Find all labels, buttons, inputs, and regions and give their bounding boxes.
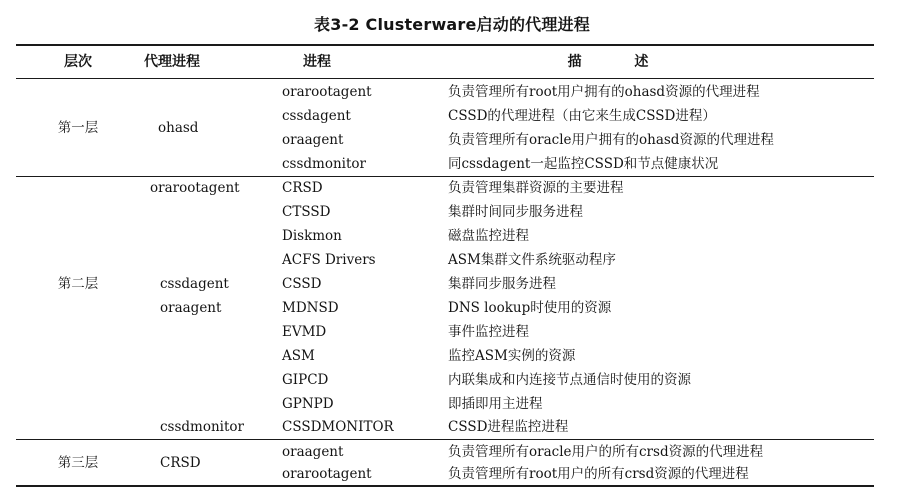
description-cell: 负责管理所有root用户拥有的ohasd资源的代理进程 (448, 84, 760, 100)
group-1-rule (16, 176, 874, 177)
description-cell: CSSD进程监控进程 (448, 419, 569, 435)
description-cell: 负责管理所有root用户的所有crsd资源的代理进程 (448, 466, 749, 482)
level-label: 第二层 (57, 276, 99, 292)
description-cell: 负责管理所有oracle用户拥有的ohasd资源的代理进程 (448, 132, 774, 148)
agent-label: ohasd (158, 120, 199, 136)
description-cell: 磁盘监控进程 (448, 228, 529, 244)
header-process: 进程 (303, 54, 331, 70)
process-cell: ACFS Drivers (282, 252, 376, 268)
process-cell: oraagent (282, 444, 344, 460)
header-level: 层次 (64, 54, 92, 70)
agent-label: orarootagent (150, 180, 240, 196)
header-rule (16, 78, 874, 79)
process-cell: CSSD (282, 276, 322, 292)
level-label: 第三层 (57, 455, 99, 471)
process-cell: orarootagent (282, 466, 372, 482)
process-cell: oraagent (282, 132, 344, 148)
process-cell: EVMD (282, 324, 327, 340)
process-cell: CRSD (282, 180, 323, 196)
agent-label: oraagent (160, 300, 222, 316)
top-rule (16, 44, 874, 46)
process-cell: cssdagent (282, 108, 351, 124)
description-cell: 内联集成和内连接节点通信时使用的资源 (448, 372, 691, 388)
description-cell: 即插即用主进程 (448, 396, 543, 412)
process-cell: GPNPD (282, 396, 334, 412)
description-cell: 集群同步服务进程 (448, 276, 556, 292)
description-cell: 同cssdagent一起监控CSSD和节点健康状况 (448, 156, 719, 172)
level-label: 第一层 (57, 120, 99, 136)
header-description: 描 述 (567, 54, 673, 70)
description-cell: 负责管理集群资源的主要进程 (448, 180, 624, 196)
process-cell: MDNSD (282, 300, 339, 316)
description-cell: 事件监控进程 (448, 324, 529, 340)
description-cell: DNS lookup时使用的资源 (448, 300, 612, 316)
table-caption: 表3-2 Clusterware启动的代理进程 (314, 15, 590, 34)
agent-label: cssdagent (160, 276, 229, 292)
process-cell: CSSDMONITOR (282, 419, 394, 435)
agent-label: cssdmonitor (160, 419, 245, 435)
description-cell: CSSD的代理进程（由它来生成CSSD进程） (448, 108, 716, 124)
process-cell: Diskmon (282, 228, 342, 244)
description-cell: 集群时间同步服务进程 (448, 204, 583, 220)
description-cell: 负责管理所有oracle用户的所有crsd资源的代理进程 (448, 444, 764, 460)
agent-label: CRSD (160, 455, 201, 471)
process-cell: cssdmonitor (282, 156, 367, 172)
process-cell: CTSSD (282, 204, 331, 220)
process-cell: GIPCD (282, 372, 329, 388)
process-cell: orarootagent (282, 84, 372, 100)
description-cell: 监控ASM实例的资源 (448, 348, 576, 364)
process-cell: ASM (282, 348, 315, 364)
header-agent: 代理进程 (144, 54, 200, 70)
description-cell: ASM集群文件系统驱动程序 (448, 252, 616, 268)
